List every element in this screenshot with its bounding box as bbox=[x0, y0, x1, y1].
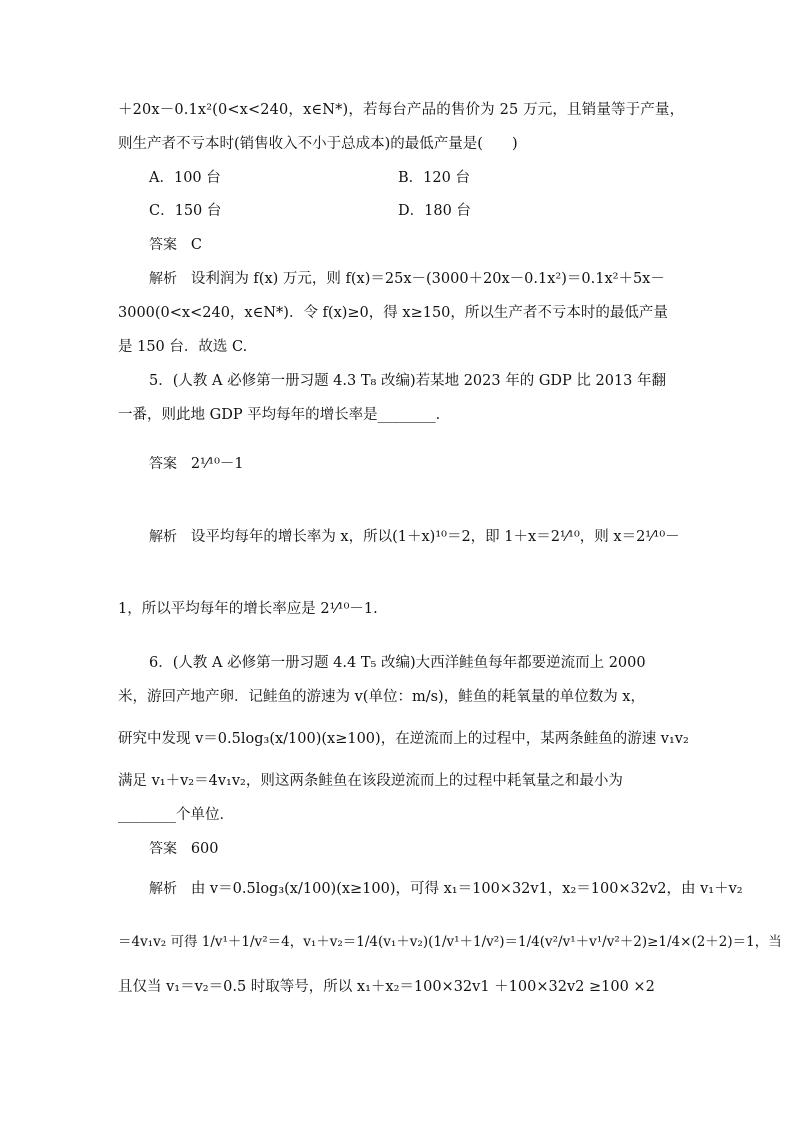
q4-option-b: B．120 台 bbox=[398, 170, 470, 186]
q4-option-d: D．180 台 bbox=[398, 203, 471, 219]
analysis-text: 设利润为 f(x) 万元，则 f(x)＝25x－(3000＋20x－0.1x²)＝0.1x²＋5x－ bbox=[190, 271, 665, 287]
q5-analysis-line2: 1，所以平均每年的增长率应是 2¹⁄¹⁰－1. bbox=[118, 601, 378, 617]
answer-value: 2¹⁄¹⁰－1 bbox=[190, 456, 244, 472]
q6-answer bbox=[149, 840, 219, 858]
analysis-label: 解析 bbox=[149, 271, 177, 287]
answer-label: 答案 bbox=[149, 456, 177, 472]
q4-analysis-line2: 3000(0<x<240，x∈N*)．令 f(x)≥0，得 x≥150，所以生产者不亏本时的最低产量 bbox=[118, 305, 668, 321]
analysis-label: 解析 bbox=[149, 529, 177, 545]
q6-stem-line1: 6．(人教 A 必修第一册习题 4.4 T₅ 改编)大西洋鲑鱼每年都要逆流而上 2000 bbox=[149, 655, 646, 671]
q6-stem-line2: 米，游回产地产卵．记鲑鱼的游速为 v(单位：m/s)，鲑鱼的耗氧量的单位数为 x， bbox=[118, 689, 645, 705]
q4-stem-line2: 则生产者不亏本时(销售收入不小于总成本)的最低产量是( ) bbox=[118, 136, 518, 152]
analysis-label: 解析 bbox=[149, 881, 177, 897]
q5-analysis-line1 bbox=[149, 528, 680, 546]
answer-label: 答案 bbox=[149, 237, 177, 253]
q6-stem-line5: ________个单位． bbox=[118, 807, 234, 823]
q6-stem-line3: 研究中发现 v＝0.5log₃(x/100)(x≥100)，在逆流而上的过程中，某两条鲑鱼的游速 v₁v₂ bbox=[118, 731, 689, 747]
answer-label: 答案 bbox=[149, 841, 177, 857]
q5-stem-line2: 一番，则此地 GDP 平均每年的增长率是________． bbox=[118, 407, 451, 423]
analysis-text: 由 v＝0.5log₃(x/100)(x≥100)，可得 x₁＝100×32v1，x₂＝100×32v2，由 v₁＋v₂ bbox=[190, 881, 743, 897]
q4-answer bbox=[149, 236, 202, 254]
answer-value: C bbox=[190, 237, 202, 253]
q5-answer bbox=[149, 455, 244, 473]
q6-analysis-line1 bbox=[149, 880, 743, 898]
q6-analysis-line2: ＝4v₁v₂ 可得 1/v¹＋1/v²＝4，v₁＋v₂＝1/4(v₁＋v₂)(1/v¹＋1/v²)＝1/4(v²/v¹＋v¹/v²＋2)≥1/4×(2＋2)＝1，当 bbox=[118, 934, 782, 950]
q4-analysis-line3: 是 150 台．故选 C. bbox=[118, 339, 248, 355]
analysis-text: 设平均每年的增长率为 x，所以(1＋x)¹⁰＝2，即 1＋x＝2¹⁄¹⁰，则 x＝2¹⁄¹⁰－ bbox=[190, 529, 680, 545]
answer-value: 600 bbox=[190, 841, 219, 857]
q4-option-a: A．100 台 bbox=[149, 170, 221, 186]
q6-stem-line4: 满足 v₁＋v₂＝4v₁v₂，则这两条鲑鱼在该段逆流而上的过程中耗氧量之和最小为 bbox=[118, 773, 623, 789]
q6-analysis-line3: 且仅当 v₁＝v₂＝0.5 时取等号，所以 x₁＋x₂＝100×32v1 ＋100×32v2 ≥100 ×2 bbox=[118, 979, 655, 995]
q4-option-c: C．150 台 bbox=[149, 203, 222, 219]
q4-analysis-line1 bbox=[149, 270, 665, 288]
q4-stem-line1: ＋20x－0.1x²(0<x<240，x∈N*)，若每台产品的售价为 25 万元，且销量等于产量， bbox=[118, 102, 685, 118]
q5-stem-line1: 5．(人教 A 必修第一册习题 4.3 T₈ 改编)若某地 2023 年的 GDP 比 2013 年翻 bbox=[149, 373, 667, 389]
